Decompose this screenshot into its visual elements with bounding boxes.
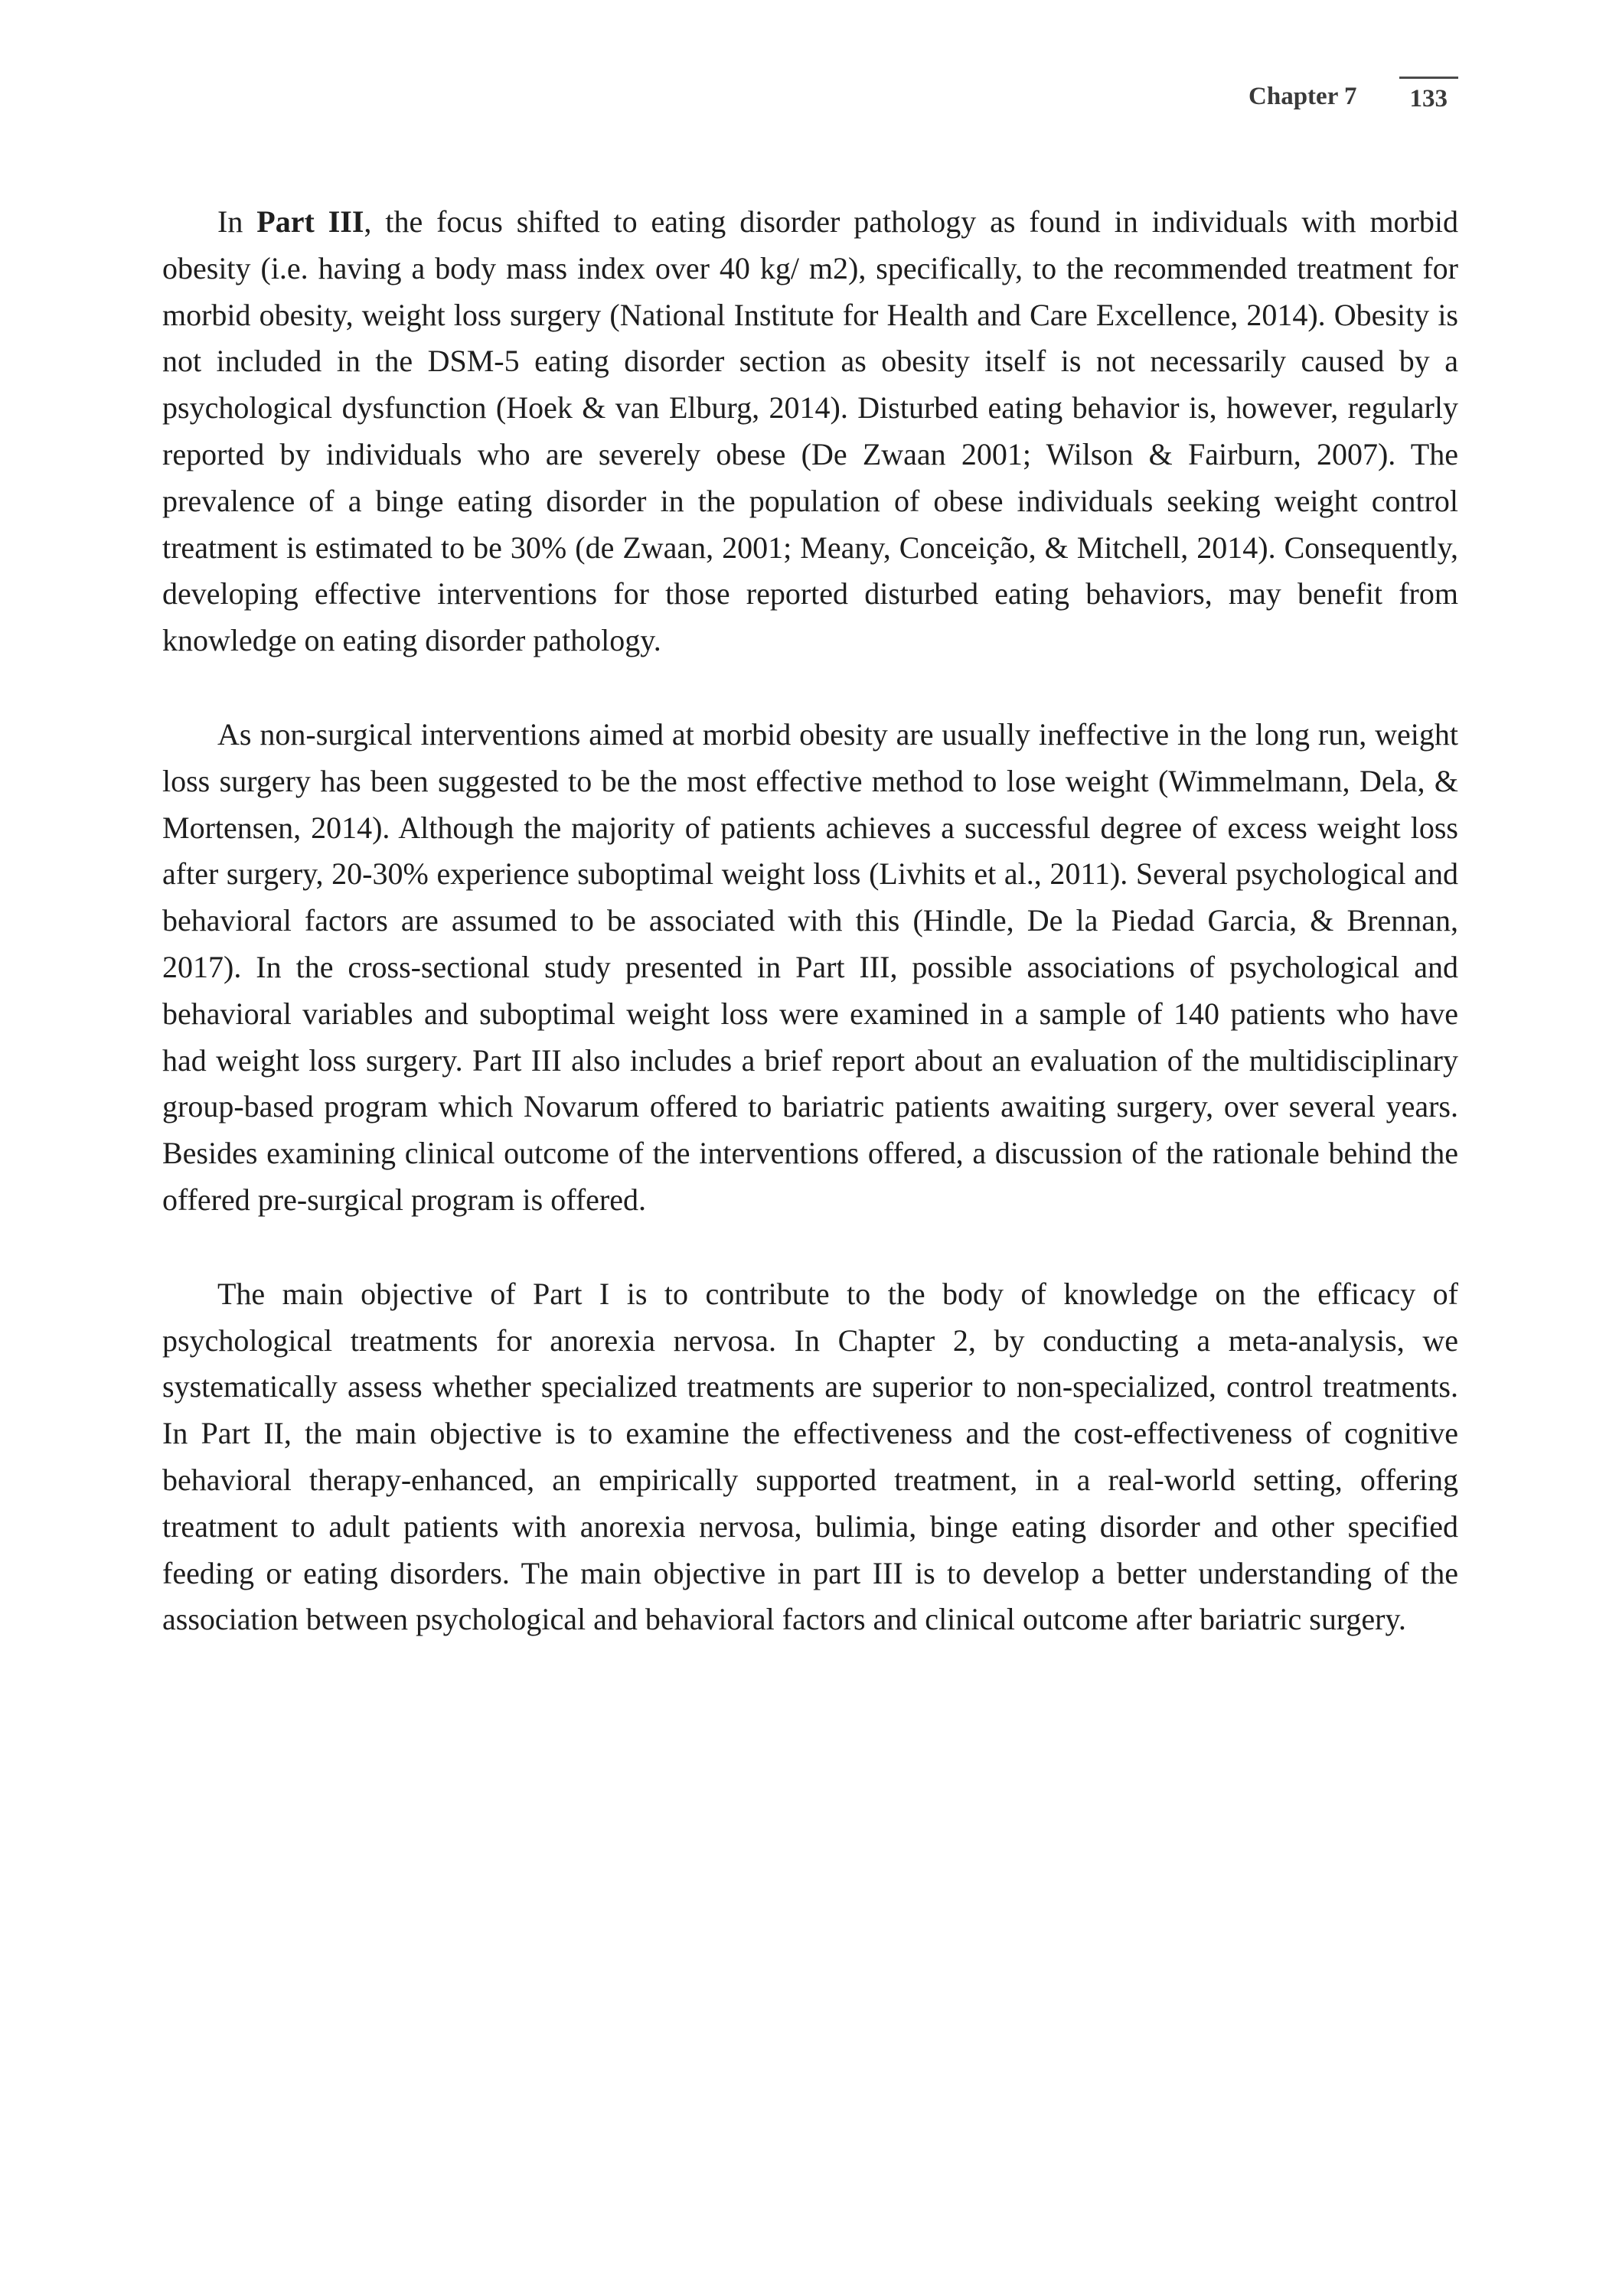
paragraph — [162, 199, 1458, 664]
paragraphs-container — [162, 199, 1458, 1643]
page-content — [162, 199, 1458, 1643]
body-text: , the focus shifted to eating disorder pathology as found in individuals with morbid obesity (i.e. having a body mass index over 40 kg/ m2), specifically, to the recommended treatment for morbid obesity, weight loss surgery (National Institute for Health and Care Excellence, 2014). Obesity is not included in the DSM-5 eating disorder section as obesity itself is not necessarily caused by a psychological dysfunction (Hoek & van Elburg, 2014). Disturbed eating behavior is, however, regularly reported by individuals who are severely obese (De Zwaan 2001; Wilson & Fairburn, 2007). The prevalence of a binge eating disorder in the population of obese individuals seeking weight control treatment is estimated to be 30% (de Zwaan, 2001; Meany, Conceição, & Mitchell, 2014). Consequently, developing effective interventions for those reported disturbed eating behaviors, may benefit from knowledge on eating disorder pathology. — [162, 204, 1458, 658]
paragraph — [162, 712, 1458, 1224]
paragraph — [162, 1271, 1458, 1643]
body-text: In — [217, 204, 257, 239]
page-header — [162, 77, 1458, 113]
chapter-label: Chapter 7 — [1249, 83, 1357, 110]
page-number: 133 — [1399, 77, 1459, 113]
bold-text: Part III — [256, 204, 364, 239]
body-text: As non-surgical interventions aimed at morbid obesity are usually ineffective in the long run, weight loss surgery has been suggested to be the most effective method to lose weight (Wimmelmann, Dela, & Mortensen, 2014). Although the majority of patients achieves a successful degree of excess weight loss after surgery, 20-30% experience suboptimal weight loss (Livhits et al., 2011). Several psychological and behavioral factors are assumed to be associated with this (Hindle, De la Piedad Garcia, & Brennan, 2017). In the cross-sectional study presented in Part III, possible associations of psychological and behavioral variables and suboptimal weight loss were examined in a sample of 140 patients who have had weight loss surgery. Part III also includes a brief report about an evaluation of the multidisciplinary group-based program which Novarum offered to bariatric patients awaiting surgery, over several years. Besides examining clinical outcome of the interventions offered, a discussion of the rationale behind the offered pre-surgical program is offered. — [162, 716, 1458, 1217]
body-text: The main objective of Part I is to contribute to the body of knowledge on the efficacy of psychological treatments for anorexia nervosa. In Chapter 2, by conducting a meta-analysis, we systematically assess whether specialized treatments are superior to non-specialized, control treatments. In Part II, the main objective is to examine the effectiveness and the cost-effectiveness of cognitive behavioral therapy-enhanced, an empirically supported treatment, in a real-world setting, offering treatment to adult patients with anorexia nervosa, bulimia, binge eating disorder and other specified feeding or eating disorders. The main objective in part III is to develop a better understanding of the association between psychological and behavioral factors and clinical outcome after bariatric surgery. — [162, 1276, 1458, 1637]
